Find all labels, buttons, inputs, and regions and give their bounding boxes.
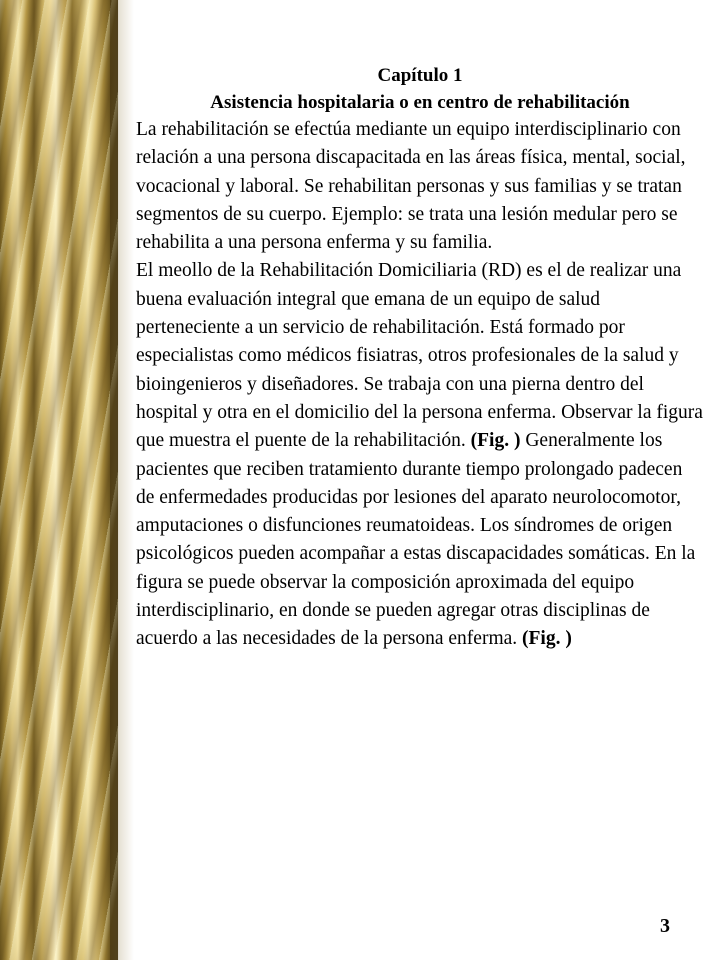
figure-reference-2: (Fig. ) <box>522 628 572 650</box>
page-content <box>136 62 704 654</box>
paragraph-1: La rehabilitación se efectúa mediante un equipo interdisciplinario con relación a una persona discapacitada en las áreas física, mental, social, vocacional y laboral. Se rehabilitan personas y sus familias y se tratan segmentos de su cuerpo. Ejemplo: se trata una lesión medular pero se rehabilita a una persona enferma y su familia. <box>136 119 686 254</box>
paragraph-2-part-1: El meollo de la Rehabilitación Domiciliaria (RD) es el de realizar una buena evaluación integral que emana de un equipo de salud perteneciente a un servicio de rehabilitación. Está formado por especialistas como médicos fisiatras, otros profesionales de la salud y bioingenieros y diseñadores. Se trabaja con una pierna dentro del hospital y otra en el domicilio del la persona enferma. Observar la figura que muestra el puente de la rehabilitación. <box>136 260 703 452</box>
decorative-gold-border <box>0 0 118 960</box>
figure-reference-1: (Fig. ) <box>470 430 521 452</box>
chapter-heading: Capítulo 1 <box>377 65 463 86</box>
paragraph-2-part-2: Generalmente los pacientes que reciben tratamiento durante tiempo prolongado padecen de enfermedades producidas por lesiones del aparato neurolocomotor, amputaciones o disfunciones reumatoideas. Los síndromes de origen psicológicos pueden acompañar a estas discapacidades somáticas. En la figura se puede observar la composición aproximada del equipo interdisciplinario, en donde se pueden agregar otras disciplinas de acuerdo a las necesidades de la persona enferma. <box>136 430 696 650</box>
page-number: 3 <box>660 915 670 937</box>
border-shadow <box>110 0 134 960</box>
paragraph-2 <box>136 257 704 653</box>
page-title: Asistencia hospitalaria o en centro de rehabilitación <box>210 92 630 113</box>
